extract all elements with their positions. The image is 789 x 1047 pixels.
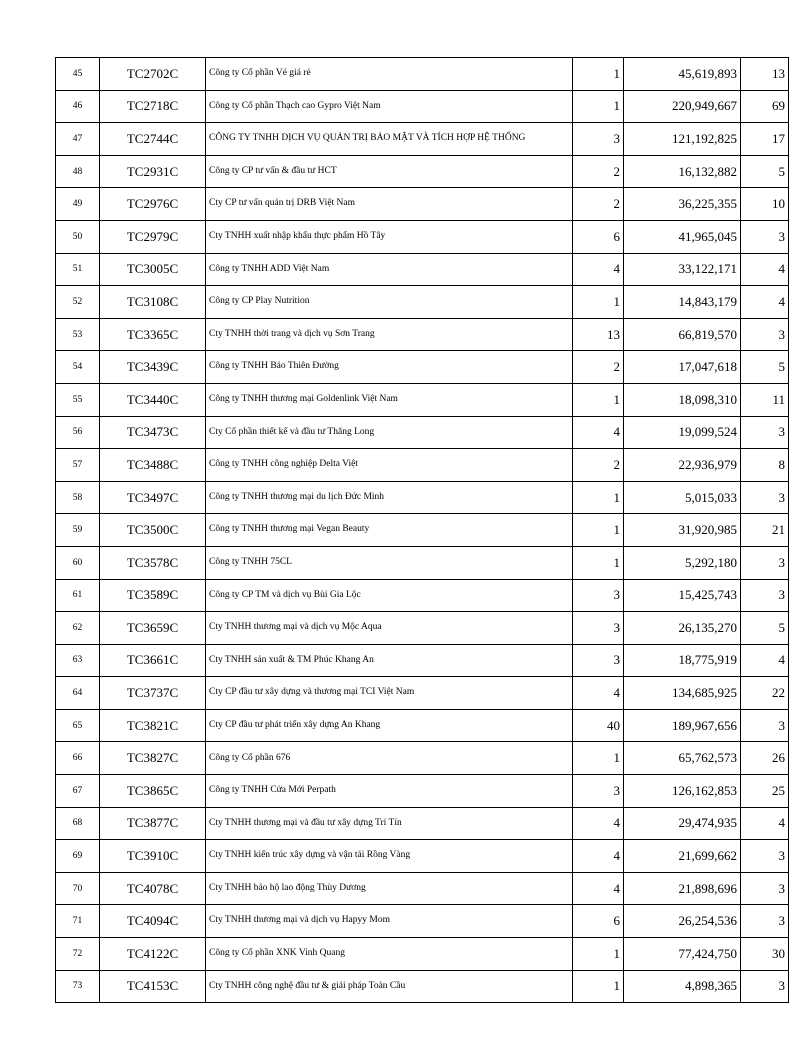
row-number-cell: 48 bbox=[56, 155, 100, 188]
tax-code-cell: TC3578C bbox=[100, 546, 206, 579]
table-row bbox=[56, 253, 789, 286]
row-number-cell: 65 bbox=[56, 709, 100, 742]
amount-cell: 5,292,180 bbox=[624, 546, 741, 579]
months-cell: 17 bbox=[741, 123, 789, 156]
count-cell: 1 bbox=[573, 742, 624, 775]
tax-code-cell: TC3910C bbox=[100, 840, 206, 873]
table-row bbox=[56, 481, 789, 514]
row-number-cell: 45 bbox=[56, 58, 100, 91]
row-number-cell: 47 bbox=[56, 123, 100, 156]
tax-code-cell: TC2931C bbox=[100, 155, 206, 188]
table-row bbox=[56, 58, 789, 91]
row-number-cell: 53 bbox=[56, 318, 100, 351]
company-name-cell: Cty TNHH kiến trúc xây dựng và vận tải Rồng Vàng bbox=[206, 840, 573, 873]
tax-code-cell: TC4078C bbox=[100, 872, 206, 905]
tax-code-cell: TC3865C bbox=[100, 775, 206, 808]
months-cell: 3 bbox=[741, 416, 789, 449]
count-cell: 4 bbox=[573, 840, 624, 873]
amount-cell: 22,936,979 bbox=[624, 449, 741, 482]
count-cell: 1 bbox=[573, 938, 624, 971]
company-name-cell: Cty CP tư vấn quản trị DRB Việt Nam bbox=[206, 188, 573, 221]
count-cell: 3 bbox=[573, 123, 624, 156]
company-name-cell: Công ty TNHH thương mại du lịch Đức Minh bbox=[206, 481, 573, 514]
row-number-cell: 64 bbox=[56, 677, 100, 710]
amount-cell: 29,474,935 bbox=[624, 807, 741, 840]
amount-cell: 18,098,310 bbox=[624, 383, 741, 416]
count-cell: 1 bbox=[573, 286, 624, 319]
count-cell: 6 bbox=[573, 220, 624, 253]
table-row bbox=[56, 709, 789, 742]
amount-cell: 45,619,893 bbox=[624, 58, 741, 91]
count-cell: 4 bbox=[573, 416, 624, 449]
table-row bbox=[56, 612, 789, 645]
company-name-cell: Công ty Cổ phần Vé giá rẻ bbox=[206, 58, 573, 91]
company-name-cell: CÔNG TY TNHH DỊCH VỤ QUẢN TRỊ BẢO MẬT VÀ TÍCH HỢP HỆ THỐNG bbox=[206, 123, 573, 156]
company-name-cell: Cty Cổ phần thiết kế và đầu tư Thăng Long bbox=[206, 416, 573, 449]
tax-code-cell: TC3500C bbox=[100, 514, 206, 547]
tax-code-cell: TC3365C bbox=[100, 318, 206, 351]
amount-cell: 31,920,985 bbox=[624, 514, 741, 547]
row-number-cell: 71 bbox=[56, 905, 100, 938]
table-row bbox=[56, 220, 789, 253]
amount-cell: 36,225,355 bbox=[624, 188, 741, 221]
table-row bbox=[56, 383, 789, 416]
company-name-cell: Công ty TNHH 75CL bbox=[206, 546, 573, 579]
months-cell: 22 bbox=[741, 677, 789, 710]
months-cell: 26 bbox=[741, 742, 789, 775]
months-cell: 3 bbox=[741, 579, 789, 612]
table-row bbox=[56, 775, 789, 808]
months-cell: 3 bbox=[741, 840, 789, 873]
amount-cell: 126,162,853 bbox=[624, 775, 741, 808]
company-name-cell: Công ty CP Play Nutrition bbox=[206, 286, 573, 319]
company-name-cell: Cty CP đầu tư xây dựng và thương mại TCI Việt Nam bbox=[206, 677, 573, 710]
table-row bbox=[56, 318, 789, 351]
amount-cell: 4,898,365 bbox=[624, 970, 741, 1003]
amount-cell: 26,135,270 bbox=[624, 612, 741, 645]
amount-cell: 121,192,825 bbox=[624, 123, 741, 156]
tax-code-cell: TC3827C bbox=[100, 742, 206, 775]
amount-cell: 26,254,536 bbox=[624, 905, 741, 938]
table-row bbox=[56, 840, 789, 873]
months-cell: 5 bbox=[741, 351, 789, 384]
months-cell: 10 bbox=[741, 188, 789, 221]
row-number-cell: 54 bbox=[56, 351, 100, 384]
row-number-cell: 59 bbox=[56, 514, 100, 547]
amount-cell: 14,843,179 bbox=[624, 286, 741, 319]
months-cell: 3 bbox=[741, 546, 789, 579]
amount-cell: 66,819,570 bbox=[624, 318, 741, 351]
company-name-cell: Cty TNHH xuất nhập khẩu thực phẩm Hồ Tây bbox=[206, 220, 573, 253]
amount-cell: 15,425,743 bbox=[624, 579, 741, 612]
company-name-cell: Công ty TNHH công nghiệp Delta Việt bbox=[206, 449, 573, 482]
amount-cell: 41,965,045 bbox=[624, 220, 741, 253]
table-row bbox=[56, 970, 789, 1003]
row-number-cell: 68 bbox=[56, 807, 100, 840]
table-body bbox=[56, 58, 789, 1003]
company-name-cell: Cty TNHH thương mại và dịch vụ Hapyy Mom bbox=[206, 905, 573, 938]
company-name-cell: Công ty Cổ phần XNK Vinh Quang bbox=[206, 938, 573, 971]
row-number-cell: 60 bbox=[56, 546, 100, 579]
tax-code-cell: TC3108C bbox=[100, 286, 206, 319]
count-cell: 3 bbox=[573, 775, 624, 808]
row-number-cell: 55 bbox=[56, 383, 100, 416]
tax-code-cell: TC3821C bbox=[100, 709, 206, 742]
months-cell: 30 bbox=[741, 938, 789, 971]
table-row bbox=[56, 90, 789, 123]
months-cell: 3 bbox=[741, 709, 789, 742]
count-cell: 4 bbox=[573, 677, 624, 710]
table-row bbox=[56, 644, 789, 677]
table-row bbox=[56, 123, 789, 156]
tax-code-cell: TC2976C bbox=[100, 188, 206, 221]
tax-code-cell: TC3659C bbox=[100, 612, 206, 645]
amount-cell: 19,099,524 bbox=[624, 416, 741, 449]
count-cell: 4 bbox=[573, 253, 624, 286]
months-cell: 11 bbox=[741, 383, 789, 416]
company-name-cell: Công ty TNHH ADD Việt Nam bbox=[206, 253, 573, 286]
row-number-cell: 56 bbox=[56, 416, 100, 449]
count-cell: 2 bbox=[573, 449, 624, 482]
row-number-cell: 61 bbox=[56, 579, 100, 612]
amount-cell: 65,762,573 bbox=[624, 742, 741, 775]
amount-cell: 21,898,696 bbox=[624, 872, 741, 905]
count-cell: 1 bbox=[573, 514, 624, 547]
company-name-cell: Công ty CP TM và dịch vụ Bùi Gia Lộc bbox=[206, 579, 573, 612]
row-number-cell: 67 bbox=[56, 775, 100, 808]
row-number-cell: 63 bbox=[56, 644, 100, 677]
row-number-cell: 69 bbox=[56, 840, 100, 873]
months-cell: 25 bbox=[741, 775, 789, 808]
count-cell: 3 bbox=[573, 579, 624, 612]
count-cell: 3 bbox=[573, 612, 624, 645]
table-row bbox=[56, 938, 789, 971]
count-cell: 40 bbox=[573, 709, 624, 742]
debt-table bbox=[55, 57, 789, 1003]
months-cell: 8 bbox=[741, 449, 789, 482]
tax-code-cell: TC2718C bbox=[100, 90, 206, 123]
tax-code-cell: TC3737C bbox=[100, 677, 206, 710]
tax-code-cell: TC2702C bbox=[100, 58, 206, 91]
table-row bbox=[56, 579, 789, 612]
amount-cell: 5,015,033 bbox=[624, 481, 741, 514]
company-name-cell: Cty TNHH sản xuất & TM Phúc Khang An bbox=[206, 644, 573, 677]
count-cell: 13 bbox=[573, 318, 624, 351]
table-row bbox=[56, 416, 789, 449]
company-name-cell: Cty TNHH bảo hộ lao động Thùy Dương bbox=[206, 872, 573, 905]
row-number-cell: 51 bbox=[56, 253, 100, 286]
row-number-cell: 46 bbox=[56, 90, 100, 123]
tax-code-cell: TC4094C bbox=[100, 905, 206, 938]
row-number-cell: 50 bbox=[56, 220, 100, 253]
tax-code-cell: TC3439C bbox=[100, 351, 206, 384]
table-row bbox=[56, 514, 789, 547]
amount-cell: 16,132,882 bbox=[624, 155, 741, 188]
amount-cell: 220,949,667 bbox=[624, 90, 741, 123]
tax-code-cell: TC4122C bbox=[100, 938, 206, 971]
row-number-cell: 66 bbox=[56, 742, 100, 775]
amount-cell: 17,047,618 bbox=[624, 351, 741, 384]
company-name-cell: Cty CP đầu tư phát triển xây dựng An Khang bbox=[206, 709, 573, 742]
months-cell: 69 bbox=[741, 90, 789, 123]
months-cell: 3 bbox=[741, 970, 789, 1003]
tax-code-cell: TC3005C bbox=[100, 253, 206, 286]
row-number-cell: 70 bbox=[56, 872, 100, 905]
tax-code-cell: TC3473C bbox=[100, 416, 206, 449]
row-number-cell: 49 bbox=[56, 188, 100, 221]
months-cell: 3 bbox=[741, 318, 789, 351]
row-number-cell: 62 bbox=[56, 612, 100, 645]
months-cell: 4 bbox=[741, 286, 789, 319]
months-cell: 3 bbox=[741, 905, 789, 938]
count-cell: 6 bbox=[573, 905, 624, 938]
company-name-cell: Công ty TNHH Cửa Mới Perpath bbox=[206, 775, 573, 808]
months-cell: 21 bbox=[741, 514, 789, 547]
months-cell: 4 bbox=[741, 644, 789, 677]
table-row bbox=[56, 351, 789, 384]
tax-code-cell: TC2979C bbox=[100, 220, 206, 253]
table-row bbox=[56, 449, 789, 482]
table-row bbox=[56, 905, 789, 938]
tax-code-cell: TC3440C bbox=[100, 383, 206, 416]
count-cell: 1 bbox=[573, 546, 624, 579]
amount-cell: 189,967,656 bbox=[624, 709, 741, 742]
row-number-cell: 58 bbox=[56, 481, 100, 514]
tax-code-cell: TC3497C bbox=[100, 481, 206, 514]
count-cell: 1 bbox=[573, 90, 624, 123]
count-cell: 1 bbox=[573, 481, 624, 514]
table-row bbox=[56, 155, 789, 188]
amount-cell: 77,424,750 bbox=[624, 938, 741, 971]
company-name-cell: Công ty Cổ phần 676 bbox=[206, 742, 573, 775]
row-number-cell: 72 bbox=[56, 938, 100, 971]
count-cell: 4 bbox=[573, 872, 624, 905]
months-cell: 4 bbox=[741, 253, 789, 286]
tax-code-cell: TC3661C bbox=[100, 644, 206, 677]
months-cell: 4 bbox=[741, 807, 789, 840]
table-row bbox=[56, 546, 789, 579]
company-name-cell: Công ty TNHH Bảo Thiên Đường bbox=[206, 351, 573, 384]
company-name-cell: Công ty Cổ phần Thạch cao Gypro Việt Nam bbox=[206, 90, 573, 123]
tax-code-cell: TC4153C bbox=[100, 970, 206, 1003]
amount-cell: 134,685,925 bbox=[624, 677, 741, 710]
row-number-cell: 57 bbox=[56, 449, 100, 482]
row-number-cell: 52 bbox=[56, 286, 100, 319]
count-cell: 3 bbox=[573, 644, 624, 677]
count-cell: 1 bbox=[573, 383, 624, 416]
count-cell: 2 bbox=[573, 188, 624, 221]
count-cell: 1 bbox=[573, 58, 624, 91]
months-cell: 5 bbox=[741, 612, 789, 645]
company-name-cell: Cty TNHH thời trang và dịch vụ Sơn Trang bbox=[206, 318, 573, 351]
tax-code-cell: TC2744C bbox=[100, 123, 206, 156]
tax-code-cell: TC3589C bbox=[100, 579, 206, 612]
table-row bbox=[56, 286, 789, 319]
company-name-cell: Công ty TNHH thương mại Vegan Beauty bbox=[206, 514, 573, 547]
company-name-cell: Cty TNHH công nghệ đầu tư & giải pháp Toàn Cầu bbox=[206, 970, 573, 1003]
tax-code-cell: TC3877C bbox=[100, 807, 206, 840]
table-row bbox=[56, 742, 789, 775]
table-row bbox=[56, 872, 789, 905]
months-cell: 3 bbox=[741, 220, 789, 253]
company-name-cell: Cty TNHH thương mại và dịch vụ Mộc Aqua bbox=[206, 612, 573, 645]
count-cell: 2 bbox=[573, 351, 624, 384]
amount-cell: 21,699,662 bbox=[624, 840, 741, 873]
months-cell: 5 bbox=[741, 155, 789, 188]
count-cell: 4 bbox=[573, 807, 624, 840]
table-row bbox=[56, 188, 789, 221]
months-cell: 13 bbox=[741, 58, 789, 91]
count-cell: 1 bbox=[573, 970, 624, 1003]
company-name-cell: Công ty TNHH thương mại Goldenlink Việt Nam bbox=[206, 383, 573, 416]
table-row bbox=[56, 677, 789, 710]
company-name-cell: Công ty CP tư vấn & đầu tư HCT bbox=[206, 155, 573, 188]
company-name-cell: Cty TNHH thương mại và đầu tư xây dựng Trí Tín bbox=[206, 807, 573, 840]
months-cell: 3 bbox=[741, 872, 789, 905]
months-cell: 3 bbox=[741, 481, 789, 514]
tax-code-cell: TC3488C bbox=[100, 449, 206, 482]
count-cell: 2 bbox=[573, 155, 624, 188]
amount-cell: 18,775,919 bbox=[624, 644, 741, 677]
table-row bbox=[56, 807, 789, 840]
amount-cell: 33,122,171 bbox=[624, 253, 741, 286]
row-number-cell: 73 bbox=[56, 970, 100, 1003]
